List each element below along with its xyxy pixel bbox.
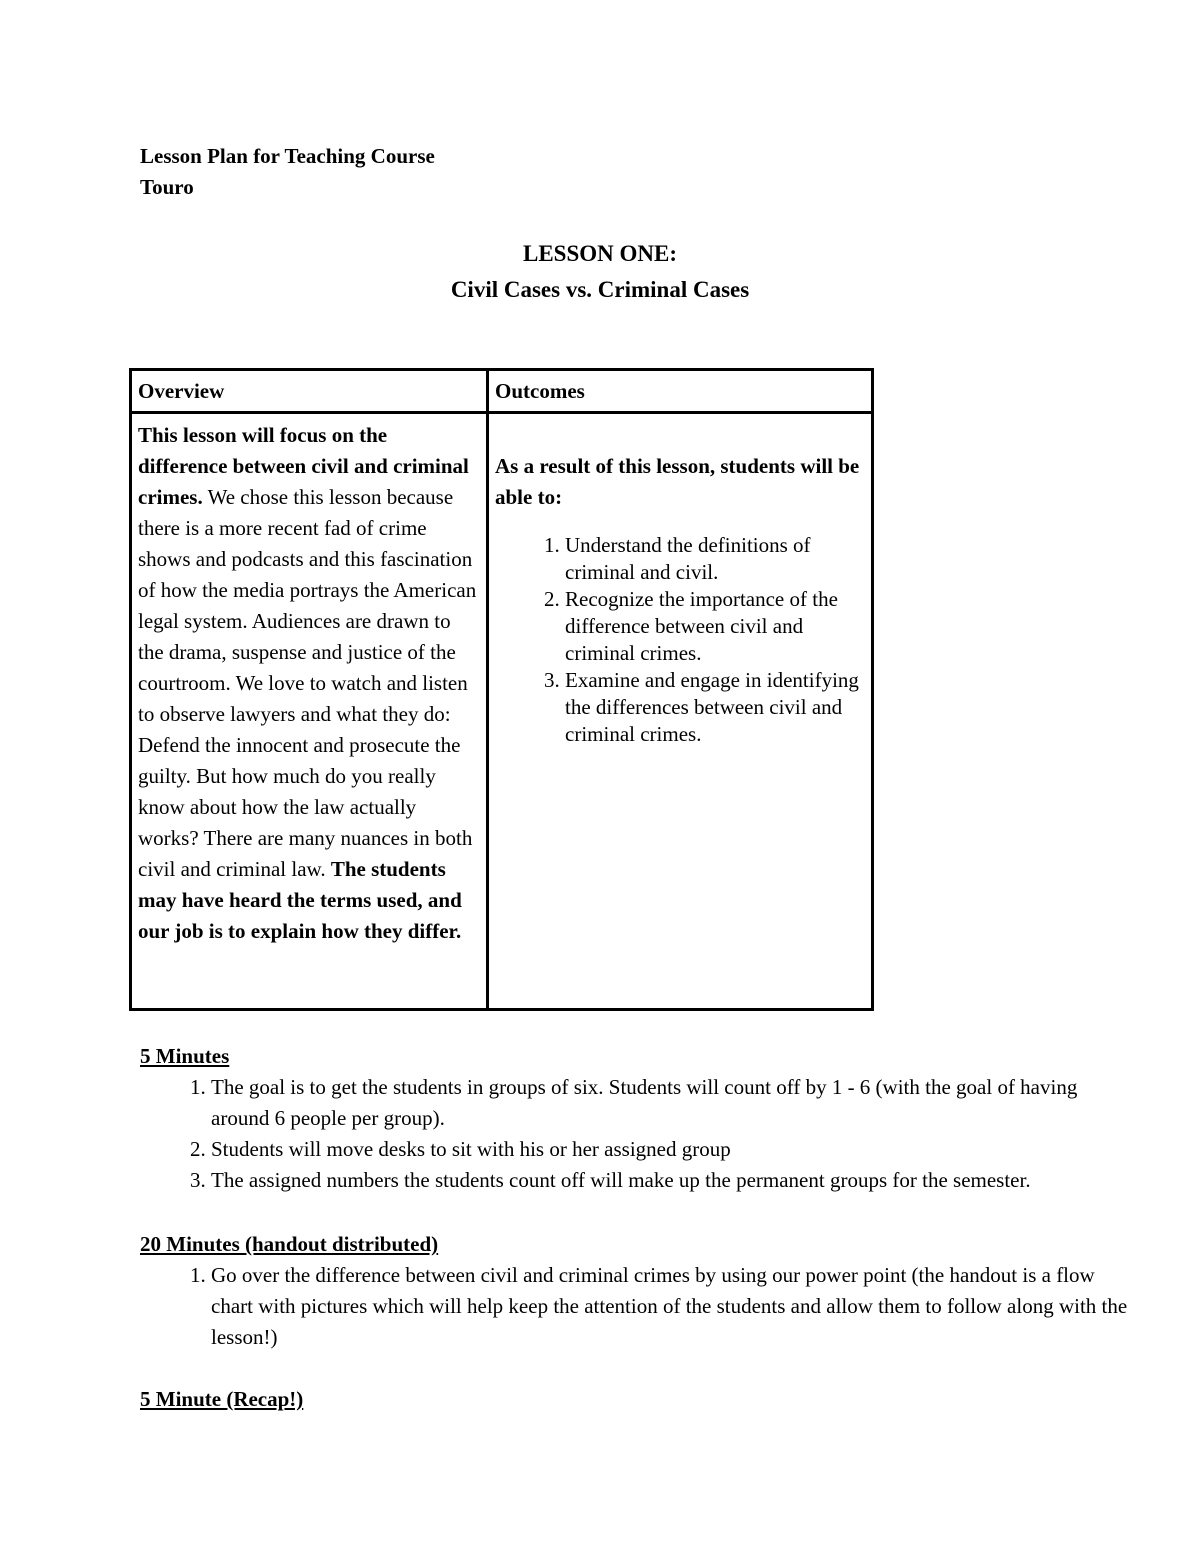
outcome-item: 2. Recognize the importance of the difference between civil and criminal crimes. [565,586,865,667]
lesson-subtitle: Civil Cases vs. Criminal Cases [450,277,750,302]
list-item: 2. Students will move desks to sit with his or her assigned group [211,1134,1131,1165]
section-heading-20-minutes: 20 Minutes (handout distributed) [140,1232,439,1256]
header-course-title: Lesson Plan for Teaching Course [140,144,435,168]
list-item: 3. The assigned numbers the students count off will make up the permanent groups for the semester. [211,1165,1131,1196]
list-item: 1. The goal is to get the students in groups of six. Students will count off by 1 - 6 (with the goal of having around 6 people per group). [211,1072,1131,1134]
outcome-item: 1. Understand the definitions of criminal and civil. [565,532,865,586]
outcomes-cell [488,413,873,1010]
list-item: 1. Go over the difference between civil and criminal crimes by using our power point (the handout is a flow chart with pictures which will help keep the attention of the students and allow them to follow along with the lesson!) [211,1260,1131,1353]
outcomes-intro: As a result of this lesson, students will be able to: [495,454,860,509]
overview-text [138,414,480,947]
outcomes-header: Outcomes [488,370,873,413]
section-heading-5-minutes: 5 Minutes [140,1044,230,1068]
table-header-row [131,370,873,413]
overview-body: We chose this lesson because there is a more recent fad of crime shows and podcasts and this fascination of how the media portrays the American legal system. Audiences are drawn to the drama, suspense and justice of the courtroom. We love to watch and listen to observe lawyers and what they do: Defend the innocent and prosecute the guilty. But how much do you really know about how the law actually works? There are many nuances in both civil and criminal law. [138,485,477,881]
outcomes-list [495,532,865,748]
section-steps-5-minutes [140,1072,1131,1196]
lesson-table [129,368,874,1011]
section-heading-recap: 5 Minute (Recap!) [140,1387,304,1411]
outcome-item: 3. Examine and engage in identifying the differences between civil and criminal crimes. [565,667,865,748]
document-header [140,141,435,203]
overview-bold-closing: The students may have heard the terms used, and our job is to explain how they differ. [138,857,462,943]
lesson-title: LESSON ONE: [522,241,677,266]
table-body-row [131,413,873,1010]
overview-header: Overview [131,370,488,413]
section-steps-20-minutes [140,1260,1131,1353]
overview-cell [131,413,488,1010]
header-institution: Touro [140,175,194,199]
overview-bold-intro: This lesson will focus on the difference between civil and criminal crimes. [138,423,469,509]
lesson-title-block [0,236,1200,308]
